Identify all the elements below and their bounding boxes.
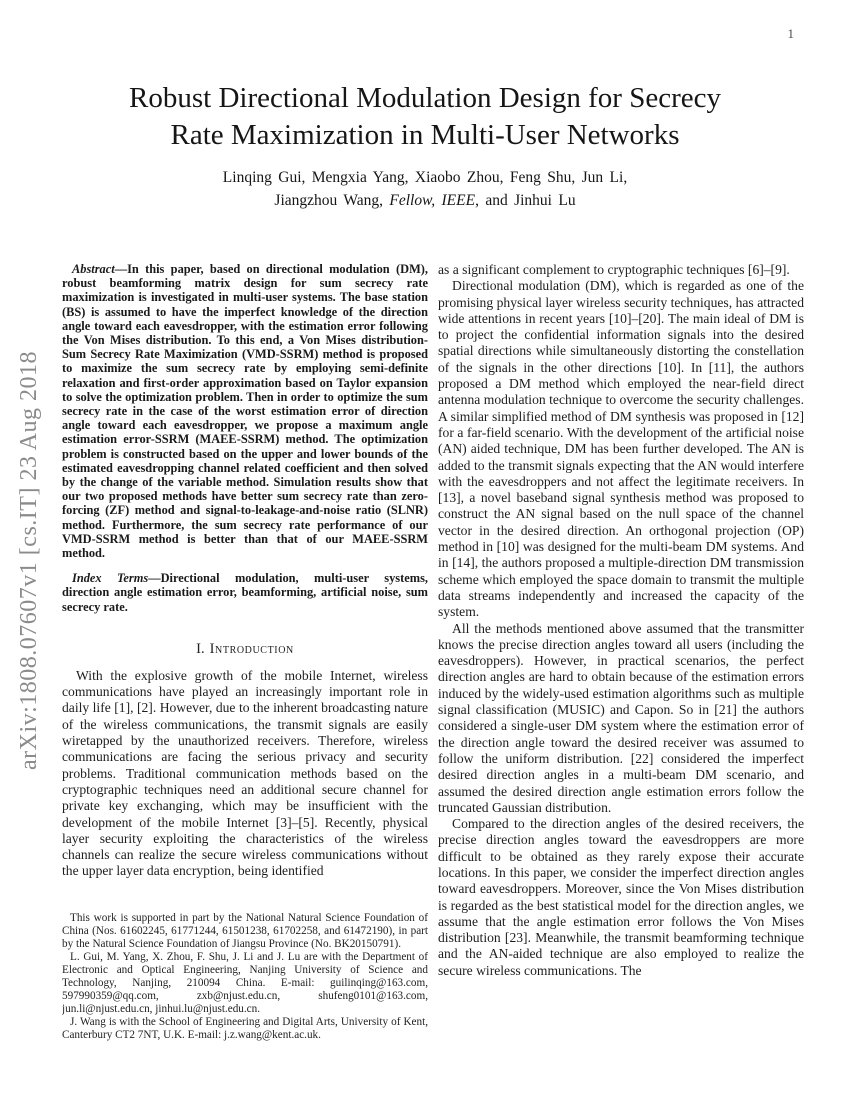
authors-fellow-ieee: Fellow, IEEE (389, 192, 476, 209)
paper-title-line-2: Rate Maximization in Multi-User Networks (170, 119, 680, 151)
abstract-paragraph (62, 262, 428, 560)
index-terms-paragraph (62, 571, 428, 614)
page-number: 1 (787, 26, 794, 41)
abstract-label: Abstract (72, 262, 115, 276)
index-terms-label: Index Terms (72, 571, 149, 586)
authors-line-2 (0, 189, 850, 212)
two-column-body (62, 262, 804, 1042)
authors-line-1: Linqing Gui, Mengxia Yang, Xiaobo Zhou, Feng Shu, Jun Li, (222, 169, 628, 186)
paragraph-estimation-errors: All the methods mentioned above assumed that the transmitter knows the precise direction angles toward all users (including the eavesdroppers). However, in practical scenarios, the perfect direction angles are hard to obtain because of the estimation errors induced by the widely-used estimation algorithms such as multiple signal classification (MUSIC) and Capon. So in [21] the authors considered a single-user DM system where the estimation error of the direction angle toward the desired receiver was assumed to follow the uniform distribution. [22] considered the imperfect desired direction angles in a multi-beam DM scenario, and assumed the desired direction angle estimation errors follow the truncated Gaussian distribution. (438, 620, 804, 815)
footnote-affiliation-kent: J. Wang is with the School of Engineering and Digital Arts, University of Kent, Canterbury CT2 7NT, U.K. E-mail: j.z.wang@kent.ac.uk. (62, 1016, 428, 1041)
section-number: I. (196, 640, 205, 657)
author-list (0, 166, 850, 212)
authors-line-2-post: , and Jinhui Lu (475, 192, 576, 209)
footnote-block (62, 912, 428, 1042)
arxiv-stamp: arXiv:1808.07607v1 [cs.IT] 23 Aug 2018 (16, 351, 42, 771)
paragraph-directional-modulation: Directional modulation (DM), which is regarded as one of the promising physical layer wireless security techniques, has attracted wide attentions in recent years [10]–[20]. The main ideal of DM is to project the confidential information signals into the desired spatial directions while simultaneously distorting the constellation of the signals in the other directions [10]. In [11], the authors proposed a DM method which employed the near-field direct antenna modulation technique to overcome the security challenges. A similar simplified method of DM synthesis was proposed in [12] for a far-field scenario. With the development of the artificial noise (AN) aided technique, DM has been further developed. The AN is added to the transmit signals expecting that the AN would interfere with the eavesdroppers and not affect the legitimate receivers. In [13], a novel baseband signal synthesis method was proposed to construct the AN signal based on the null space of the channel vector in the desired direction. An orthogonal projection (OP) method in [10] was designed for the multi-beam DM systems. And in [14], the authors proposed a multiple-direction DM transmission scheme which employed the space domain to transmit the multiple data streams independently and increased the capacity of the system. (438, 278, 804, 620)
section-heading-introduction (62, 641, 428, 658)
authors-line-2-pre: Jiangzhou Wang, (274, 192, 390, 209)
paragraph-von-mises: Compared to the direction angles of the desired receivers, the precise direction angles toward the eavesdroppers are more difficult to be obtained as they rarely expose their accurate locations. In this paper, we consider the imperfect direction angles toward eavesdroppers. Moreover, since the Von Mises distribution is regarded as the best statistical model for the direction angles, we assume that the angle estimation error follows the Von Mises distribution [23]. Meanwhile, the transmit beamforming technique and the AN-aided technique are also employed to realize the secure wireless communications. The (438, 816, 804, 978)
section-title: Introduction (209, 640, 294, 657)
index-terms-text: —Directional modulation, multi-user systems, direction angle estimation error, beamforming, artificial noise, sum secrecy rate. (62, 571, 428, 614)
left-column (62, 262, 428, 1042)
right-column (438, 262, 804, 1042)
footnote-affiliation-njust: L. Gui, M. Yang, X. Zhou, F. Shu, J. Li and J. Lu are with the Department of Electronic and Optical Engineering, Nanjing University of Science and Technology, Nanjing, 210094 China. E-mail: guilinqing@163.com, 597990359@qq.com, zxb@njust.edu.cn, shufeng0101@163.com, jun.li@njust.edu.cn, jinhui.lu@njust.edu.cn. (62, 951, 428, 1015)
paper-title-line-1: Robust Directional Modulation Design for Secrecy (129, 82, 721, 114)
introduction-paragraph: With the explosive growth of the mobile Internet, wireless communications have played an increasingly important role in daily life [1], [2]. However, due to the inherent broadcasting nature of the wireless communications, the transmit signals are easily wiretapped by the unauthorized receivers. Therefore, wireless communications are facing the serious privacy and security problems. Traditional communication methods based on the cryptographic techniques need an additional secure channel for private key exchanging, which may be insufficient with the development of the mobile Internet [3]–[5]. Recently, physical layer security exploiting the characteristics of the wireless channels can realize the secure wireless communications without the upper layer data encryption, being identified (62, 667, 428, 879)
introduction-paragraph-continuation: as a significant complement to cryptographic techniques [6]–[9]. (438, 262, 790, 277)
paper-title (0, 80, 850, 154)
abstract-text: —In this paper, based on directional modulation (DM), robust beamforming matrix design for sum secrecy rate maximization is investigated in multi-user systems. The base station (BS) is assumed to have the imperfect knowledge of the direction angle toward each eavesdropper, with the estimation error following the Von Mises distribution. To this end, a Von Mises distribution-Sum Secrecy Rate Maximization (VMD-SSRM) method is proposed to maximize the sum secrecy rate by employing semi-definite relaxation and first-order approximation based on Taylor expansion to solve the optimization problem. Then in order to optimize the sum secrecy rate in the case of the worst estimation error of direction angle toward each eavesdropper, we propose a maximum angle estimation error-SSRM (MAEE-SSRM) method. The optimization problem is constructed based on the upper and lower bounds of the estimated eavesdropping channel related coefficient and then solved by the change of the variable method. Simulation results show that our two proposed methods have better sum secrecy rate than zero-forcing (ZF) method and signal-to-leakage-and-noise ratio (SLNR) method. Furthermore, the sum secrecy rate performance of our VMD-SSRM method is better than that of our MAEE-SSRM method. (62, 262, 428, 561)
footnote-funding: This work is supported in part by the National Natural Science Foundation of China (Nos. 61602245, 61771244, 61501238, 61702258, and 61472190), in part by the Natural Science Foundation of Jiangsu Province (No. BK20150791). (62, 912, 428, 950)
